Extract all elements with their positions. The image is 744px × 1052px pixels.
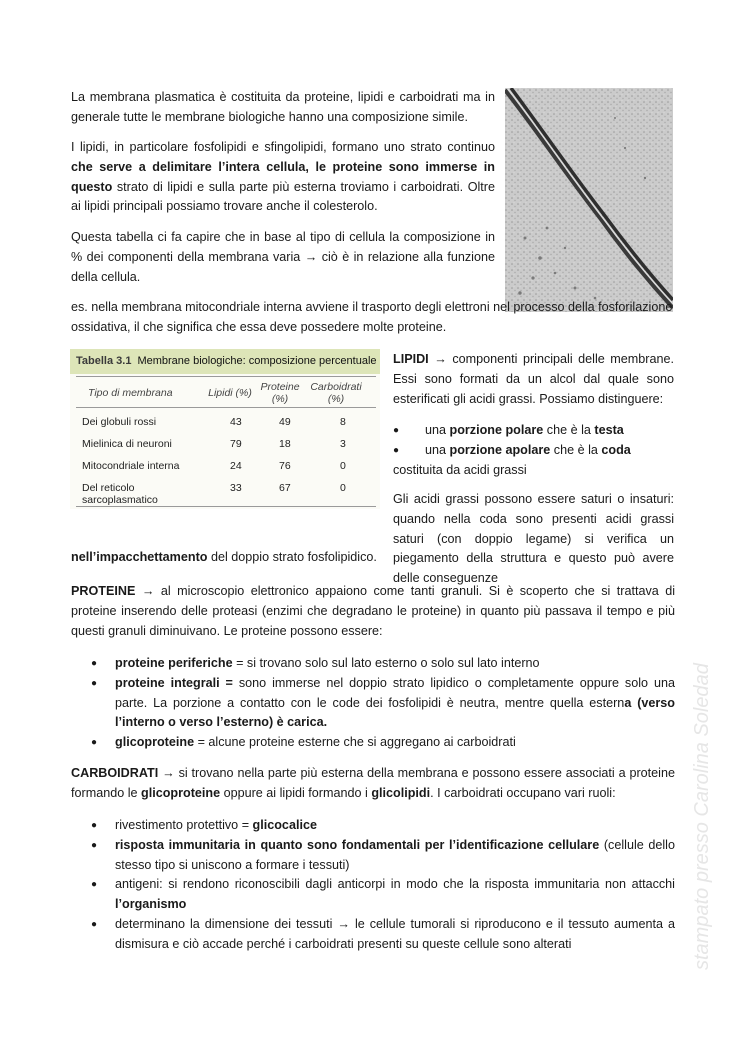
list-item [393,421,674,441]
intro-paragraph: La membrana plasmatica è costituita da proteine, lipidi e carboidrati ma in generale tutte le membrane biologiche hanno una composizione simile. [71,90,495,124]
list-item [91,816,675,836]
list-item [91,836,675,876]
table-cell: 33 [230,482,242,494]
bold-span: proteine periferiche [115,656,233,670]
table-cell: 3 [340,438,346,450]
text-span: del doppio strato fosfolipidico. [207,550,377,564]
text-span: una [425,423,450,437]
lipids-heading: LIPIDI [393,352,429,366]
text-span: = si trovano solo sul lato esterno o solo sul lato interno [232,656,540,670]
text-span: che è la [550,442,602,457]
bullet-icon: ● [91,839,98,851]
col-header-carbs: Carboidrati (%) [310,381,362,405]
list-item [91,733,675,753]
bullet-icon: ● [393,425,400,436]
text-span: strato di lipidi e sulla parte più esterna troviamo i carboidrati. Oltre ai lipidi principali possiamo trovare anche il colesterolo. [71,179,495,214]
bold-span: che serve a delimitare l’intera cellula, le proteine sono immerse in questo [71,159,495,194]
table-rule [76,376,376,377]
text-span: → si trovano nella parte più esterna della membrana e possono essere associati a proteine formando le [71,766,675,800]
fatty-acids-paragraph-a: Gli acidi grassi possono essere saturi o insaturi: quando nella coda sono presenti acidi grassi saturi (con doppio legame) si verifica un piegamento della struttura e questo può avere delle conseguenze [393,492,674,586]
lipids-paragraph [393,350,674,409]
text-span: costituita da acidi grassi [393,462,527,477]
bold-span: glicoproteine [115,735,195,750]
table-cell: 67 [279,482,291,494]
bullet-icon: ● [393,444,400,456]
watermark [688,570,718,970]
text-span: → al microscopio elettronico appaiono come tanti granuli. Si è scoperto che si trattava di proteine inserendo delle proteasi (enzimi che degradano le proteine) in quanto più passava il tempo e più questi granuli diminuivano. Le proteine possono essere: [71,584,675,638]
text-span: determinano la dimensione dei tessuti → le cellule tumorali si riproducono e il tessuto aumenta a dismisura e ciò accade perché i carboidrati presenti su queste cellule sono alterati [115,916,675,951]
col-header-type: Tipo di membrana [88,387,173,399]
text-span: (cellule dello stesso tipo si uniscono a formare i tessuti) [115,837,675,872]
micrograph-image [505,88,673,312]
carbohydrates-list [91,816,675,955]
text-span: oppure ai lipidi formando i [220,785,372,800]
table-cell: 8 [340,416,346,428]
bold-span: porzione polare [449,423,544,437]
table-cell: 0 [340,482,346,494]
table-cell: Dei globuli rossi [82,416,157,428]
table-cell: 49 [279,416,291,428]
table-number: Tabella 3.1 [76,355,132,367]
text-span: sono immerse nel doppio strato lipidico o completamente oppure solo una parte. La porzione a contatto con le code dei fosfolipidi è neutra, mentre quella estern [115,675,675,710]
text-span: → componenti principali delle membrane. Essi sono formati da un alcol dal quale sono esterificati gli acidi grassi. Possiamo distinguere: [393,352,674,406]
table-cell: 79 [230,438,242,450]
bold-span: risposta immunitaria in quanto sono fondamentali per l’identificazione cellulare [115,837,600,852]
watermark-text-vertical [688,570,718,970]
bold-span: glicolipidi [371,785,431,800]
list-item [91,674,675,733]
bold-span: a (verso l’interno o verso l’esterno) è carica. [115,695,675,730]
bullet-icon: ● [91,918,98,930]
table-cell: 43 [230,416,242,428]
table-intro-paragraph: Questa tabella ci fa capire che in base al tipo di cellula la composizione in % dei componenti della membrana varia → ciò è in relazione alla funzione della cellula. [71,230,495,284]
bold-span: porzione apolare [449,442,551,457]
carbohydrates-heading: CARBOIDRATI [71,766,159,780]
text-span: antigeni: si rendono riconoscibili dagli anticorpi in modo che la risposta immunitaria non attacchi [115,877,675,892]
table-cell: 18 [279,438,291,450]
bullet-icon: ● [91,737,98,749]
bullet-icon: ● [91,658,98,669]
table-rule [76,506,376,507]
bold-span: testa [594,423,624,437]
table-cell: 0 [340,460,346,472]
bold-span: proteine integrali = [115,675,233,690]
bullet-icon: ● [91,879,98,891]
text-span: . I carboidrati occupano vari ruoli: [430,785,616,800]
bold-span: l’organismo [115,897,187,912]
table-cell: Mielinica di neuroni [82,438,172,450]
membrane-micrograph [505,88,673,312]
table-cell: 76 [279,460,291,472]
list-item [91,875,675,915]
proteins-paragraph [71,582,675,641]
table-cell: 24 [230,460,242,472]
bold-span: nell’impacchettamento [71,550,208,564]
text-span: una [425,442,450,457]
text-span: = alcune proteine esterne che si aggregano ai carboidrati [194,735,516,750]
watermark-text: stampato presso Carolina Soledad [691,663,713,970]
carbohydrates-paragraph [71,764,675,804]
list-item [91,915,675,955]
bold-span: glicoproteine [141,785,221,800]
bold-span: coda [601,442,631,457]
col-header-lipids: Lipidi (%) [208,387,252,399]
list-item [91,654,675,674]
proteins-list [91,654,675,753]
bold-span: glicocalice [252,818,317,832]
lipids-intro-paragraph [71,138,495,217]
table-rule [76,407,376,408]
list-item [393,441,674,481]
bullet-icon: ● [91,820,98,831]
example-paragraph: es. nella membrana mitocondriale interna avviene il trasporto degli elettroni nel processo della fosforilazione ossidativa, il che significa che essa deve possedere molte proteine. [71,300,673,334]
table-cell: Mitocondriale interna [82,460,180,472]
text-span: che è la [543,423,595,437]
table-caption: Membrane biologiche: composizione percentuale [137,355,377,367]
bullet-icon: ● [91,677,98,689]
table-cell: Del reticolo sarcoplasmatico [82,482,158,506]
text-span: rivestimento protettivo = [115,818,253,832]
fatty-acids-paragraph-b [71,548,675,568]
table-title [76,352,377,372]
lipids-list [393,421,674,480]
col-header-proteins: Proteine (%) [260,381,300,405]
text-span: I lipidi, in particolare fosfolipidi e sfingolipidi, formano uno strato continuo [71,140,495,154]
composition-table [70,349,380,509]
proteins-heading: PROTEINE [71,584,136,598]
